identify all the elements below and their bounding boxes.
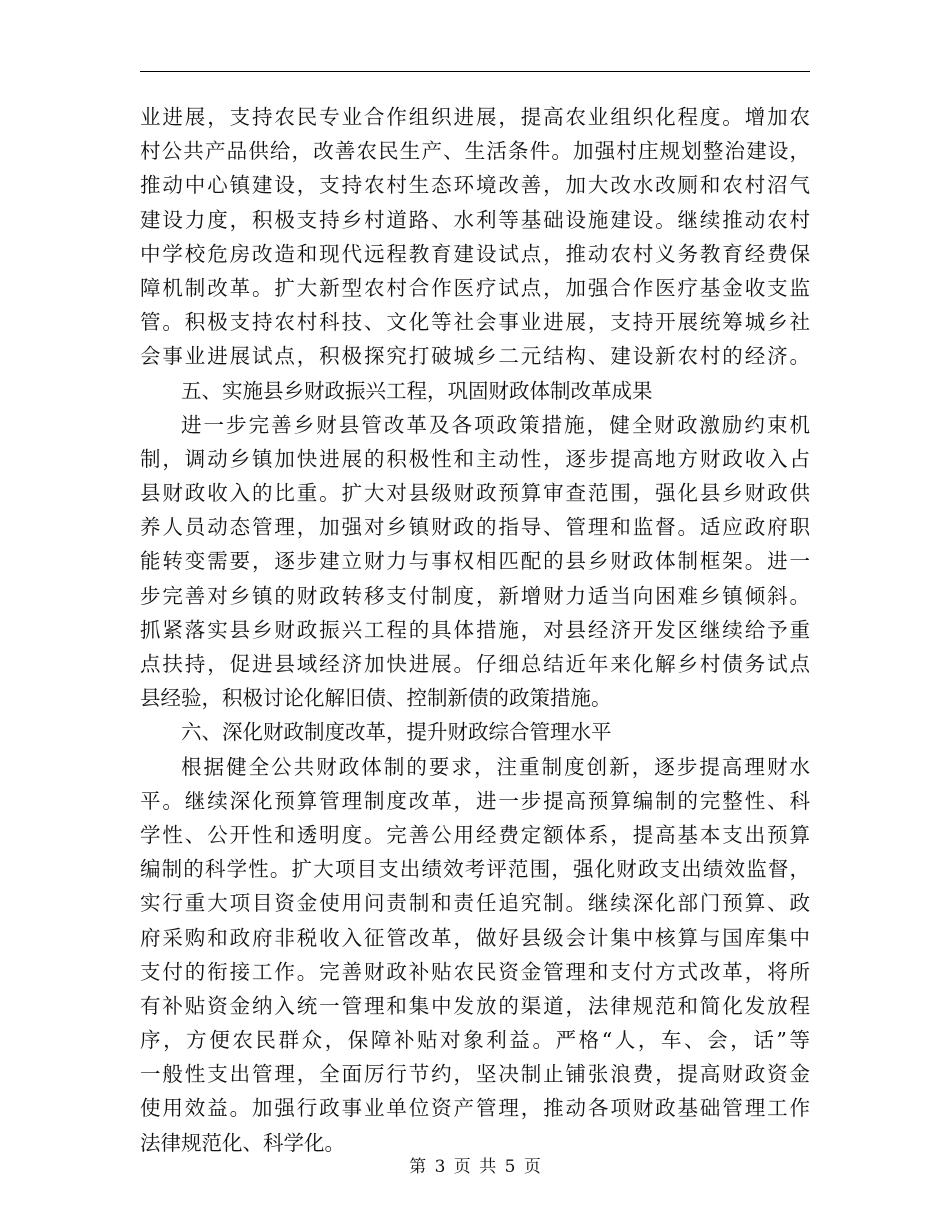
text-line: 支付的衔接工作。完善财政补贴农民资金管理和支付方式改革，将所 (140, 959, 810, 984)
text-line: 法律规范化、科学化。 (140, 1130, 345, 1155)
text-line: 平。继续深化预算管理制度改革，进一步提高预算编制的完整性、科 (140, 788, 810, 813)
text-line: 村公共产品供给，改善农民生产、生活条件。加强村庄规划整治建设， (140, 139, 810, 164)
text-line: 步完善对乡镇的财政转移支付制度，新增财力适当向困难乡镇倾斜。 (140, 583, 810, 608)
text-line: 能转变需要，逐步建立财力与事权相匹配的县乡财政体制框架。进一 (140, 549, 810, 574)
text-line: 一般性支出管理，全面厉行节约，坚决制止铺张浪费，提高财政资金 (140, 1062, 810, 1087)
text-line: 障机制改革。扩大新型农村合作医疗试点，加强合作医疗基金收支监 (140, 275, 810, 300)
text-line: 建设力度，积极支持乡村道路、水利等基础设施建设。继续推动农村 (140, 207, 810, 232)
text-line: 县财政收入的比重。扩大对县级财政预算审查范围，强化县乡财政供 (140, 481, 810, 506)
text-line: 有补贴资金纳入统一管理和集中发放的渠道，法律规范和简化发放程 (140, 993, 810, 1018)
document-body (140, 100, 810, 1160)
text-line: 业进展，支持农民专业合作组织进展，提高农业组织化程度。增加农 (140, 105, 810, 129)
header-rule (140, 71, 810, 72)
text-line: 学性、公开性和透明度。完善公用经费定额体系，提高基本支出预算 (140, 822, 810, 847)
text-line: 六、深化财政制度改革，提升财政综合管理水平 (181, 720, 612, 745)
text-line: 抓紧落实县乡财政振兴工程的具体措施，对县经济开发区继续给予重 (140, 617, 810, 642)
text-line: 使用效益。加强行政事业单位资产管理，推动各项财政基础管理工作 (140, 1096, 810, 1121)
text-line: 府采购和政府非税收入征管改革，做好县级会计集中核算与国库集中 (140, 925, 810, 950)
text-line: 制，调动乡镇加快进展的积极性和主动性，逐步提高地方财政收入占 (140, 446, 810, 471)
text-line: 会事业进展试点，积极探究打破城乡二元结构、建设新农村的经济。 (140, 344, 810, 369)
text-line: 编制的科学性。扩大项目支出绩效考评范围，强化财政支出绩效监督， (140, 857, 810, 882)
text-line: 中学校危房改造和现代远程教育建设试点，推动农村义务教育经费保 (140, 241, 810, 266)
text-line: 县经验，积极讨论化解旧债、控制新债的政策措施。 (140, 686, 612, 711)
text-line: 实行重大项目资金使用问责制和责任追究制。继续深化部门预算、政 (140, 891, 810, 916)
page-number: 第 3 页 共 5 页 (409, 1157, 541, 1177)
text-line: 养人员动态管理，加强对乡镇财政的指导、管理和监督。适应政府职 (140, 515, 810, 540)
text-line: 点扶持，促进县域经济加快进展。仔细总结近年来化解乡村债务试点 (140, 652, 810, 676)
text-line: 管。积极支持农村科技、文化等社会事业进展，支持开展统筹城乡社 (140, 310, 810, 335)
text-line: 五、实施县乡财政振兴工程，巩固财政体制改革成果 (181, 378, 653, 403)
text-line: 进一步完善乡财县管改革及各项政策措施，健全财政激励约束机 (181, 412, 810, 437)
text-line: 推动中心镇建设，支持农村生态环境改善，加大改水改厕和农村沼气 (140, 173, 810, 198)
text-line: 根据健全公共财政体制的要求，注重制度创新，逐步提高理财水 (181, 754, 810, 779)
text-line: 序，方便农民群众，保障补贴对象利益。严格“人，车、会，话”等 (140, 1028, 810, 1053)
